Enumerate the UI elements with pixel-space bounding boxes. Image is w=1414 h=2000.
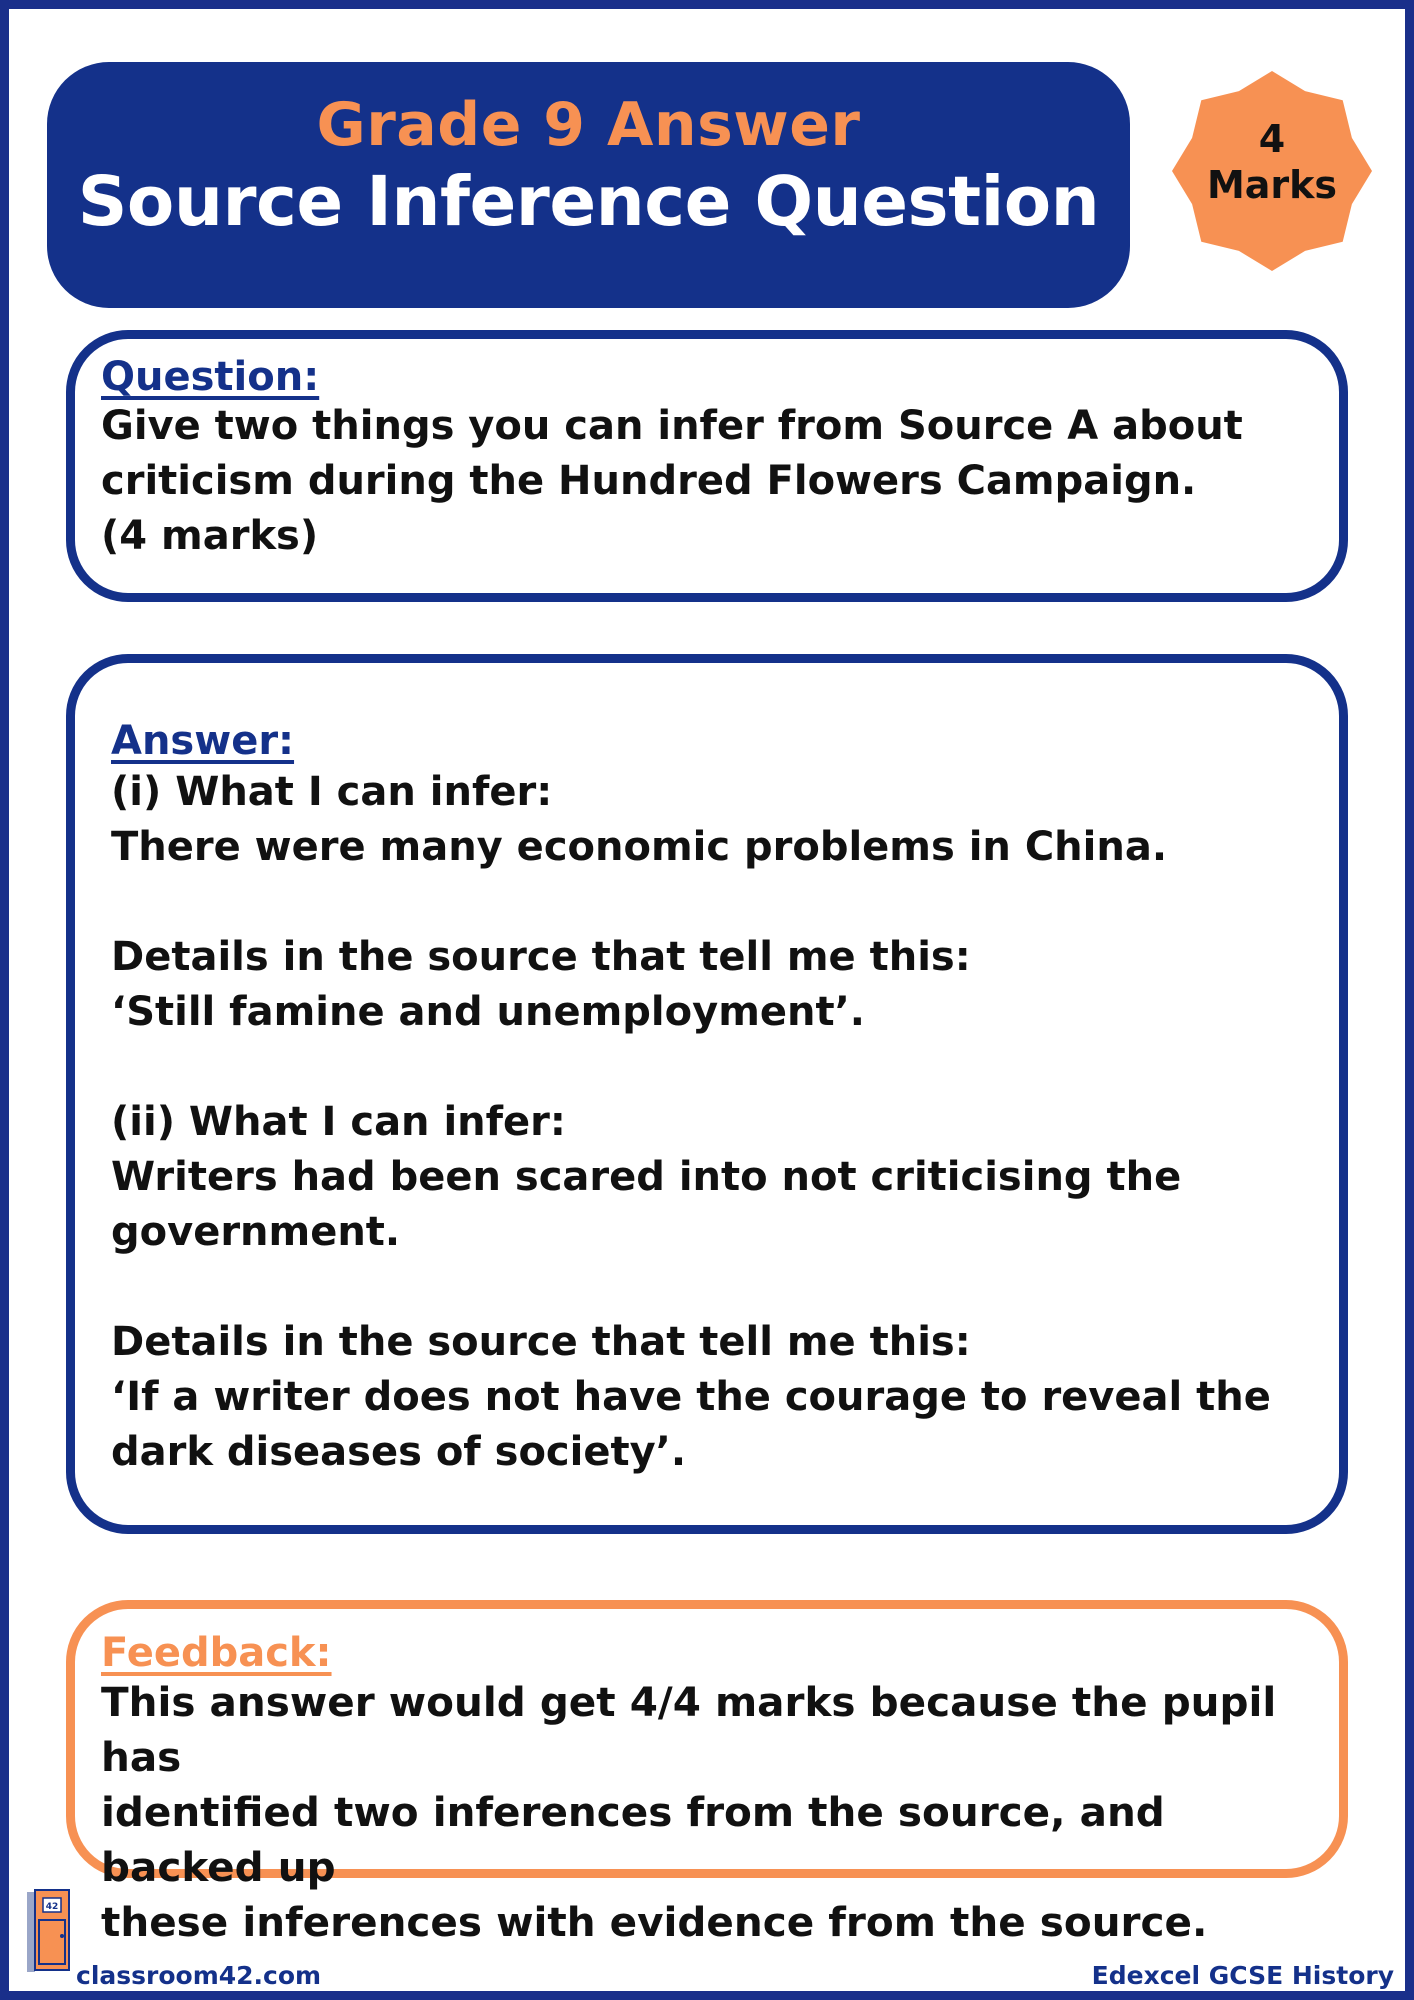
feedback-line: these inferences with evidence from the source. bbox=[101, 1898, 1208, 1946]
feedback-line: This answer would get 4/4 marks because the pupil has bbox=[101, 1678, 1277, 1781]
feedback-heading: Feedback: bbox=[101, 1630, 332, 1676]
part2-details-label: Details in the source that tell me this: bbox=[111, 1319, 971, 1365]
grade-label: Grade 9 Answer bbox=[316, 90, 861, 160]
answer-heading: Answer: bbox=[111, 718, 295, 764]
page-title: Source Inference Question bbox=[77, 162, 1100, 242]
part2-inference-line: Writers had been scared into not criticising the bbox=[111, 1154, 1182, 1200]
footer-course: Edexcel GCSE History bbox=[1091, 1961, 1394, 1990]
answer-card bbox=[66, 654, 1348, 1534]
answer-text bbox=[111, 765, 1311, 1480]
part1-label: (i) What I can infer: bbox=[111, 769, 553, 815]
part2-label: (ii) What I can infer: bbox=[111, 1099, 566, 1145]
part1-details-label: Details in the source that tell me this: bbox=[111, 934, 971, 980]
question-text bbox=[101, 399, 1311, 564]
classroom42-logo bbox=[25, 1888, 75, 1974]
part1-quote: ‘Still famine and unemployment’. bbox=[111, 989, 865, 1035]
question-line: Give two things you can infer from Source A about bbox=[101, 403, 1243, 449]
marks-badge bbox=[1166, 65, 1378, 277]
feedback-card bbox=[66, 1600, 1348, 1946]
footer-site: classroom42.com bbox=[76, 1961, 322, 1990]
part2-quote-line: ‘If a writer does not have the courage to reveal the bbox=[111, 1374, 1271, 1420]
door-logo-icon bbox=[25, 1888, 75, 1974]
question-line: (4 marks) bbox=[101, 513, 319, 559]
logo-number: 42 bbox=[45, 1902, 59, 1912]
title-banner bbox=[47, 62, 1130, 308]
question-line: criticism during the Hundred Flowers Campaign. bbox=[101, 458, 1197, 504]
question-heading: Question: bbox=[101, 354, 320, 400]
marks-label bbox=[1166, 117, 1378, 208]
question-card bbox=[66, 330, 1348, 602]
feedback-line: identified two inferences from the source, and backed up bbox=[101, 1788, 1165, 1891]
part1-inference: There were many economic problems in China. bbox=[111, 824, 1168, 870]
feedback-text bbox=[101, 1675, 1319, 1950]
part2-quote-line: dark diseases of society’. bbox=[111, 1429, 687, 1475]
part2-inference-line: government. bbox=[111, 1209, 401, 1255]
marks-number: 4 bbox=[1258, 117, 1286, 161]
marks-word: Marks bbox=[1206, 162, 1338, 207]
